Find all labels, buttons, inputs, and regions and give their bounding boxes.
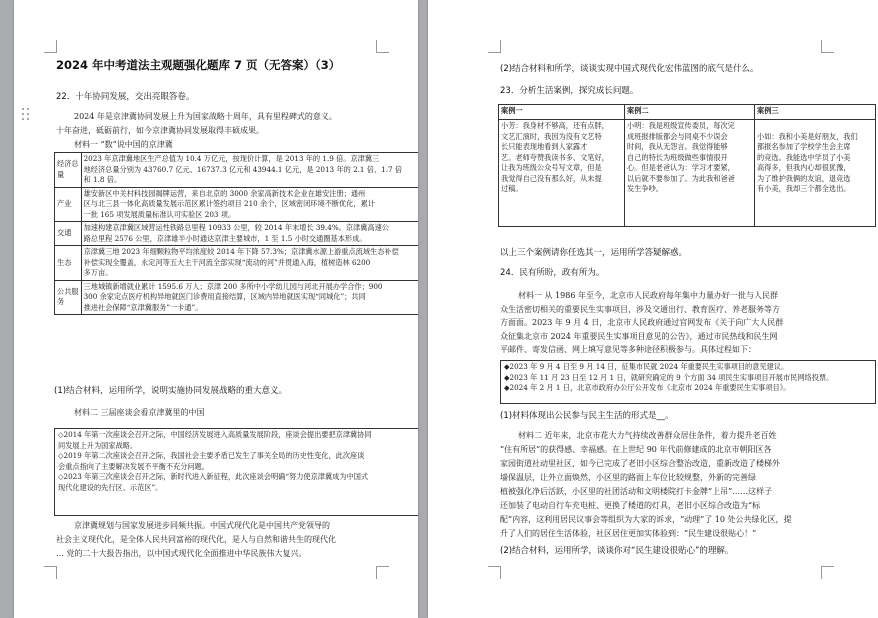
- question-22-part-2: (2)结合材料和所学，谈谈实现中国式现代化宏伟蓝图的底气是什么。: [500, 64, 759, 74]
- meeting-line: 同发展上升为国家战略。: [58, 440, 138, 450]
- crop-mark: [44, 566, 57, 579]
- row-label: [55, 153, 82, 188]
- table-row: [55, 222, 419, 246]
- case-line: 成班报排版都会与同桌不少误会: [627, 131, 728, 141]
- case-line: 小明：我是班级宣传委员，每次完: [627, 121, 735, 130]
- row-content: [81, 246, 418, 281]
- meeting-line: ◇2019 年第二次座谈会召开之际，我国社会主要矛盾已发生了事关全局的历史性变化，此次座谈: [58, 451, 365, 460]
- row-content-line: 路总里程 2576 公里，京津雄半小时通达京津主要城市，1 至 1.5 小时交通圈基本形成。: [83, 233, 367, 243]
- case-line: 心。但是老爸认为：学习才要紧，: [627, 163, 735, 172]
- row-content-line: 300 余家定点医疗机构异地就医门诊费用直接结算，区域内异地就医实现“同城化”；共同: [83, 292, 366, 301]
- question-22-part-1: (1)结合材料，运用所学，说明实施协同发展战略的重大意义。: [54, 386, 288, 396]
- material-1-title: 材料一 “数”说中国的京津冀: [74, 140, 173, 149]
- case-line: 长只能表现地看到人家露才: [501, 142, 588, 151]
- process-steps-box: [500, 360, 876, 404]
- paragraph-line: 材料一 从 1986 年至今，北京市人民政府每年集中力量办好一批与人民群: [518, 291, 778, 300]
- case-line: 让我为班级公众号写文章，但是: [501, 163, 602, 172]
- case-line: 有小美，我却三个都全选出。: [757, 184, 851, 193]
- case-line: 过稿。: [501, 184, 523, 193]
- meeting-line: ◇2023 年第三次座谈会召开之际，新时代进入新征程，此次座谈会明确“努力使京津冀成为中国式: [58, 472, 369, 481]
- row-label-text: 交通: [57, 228, 72, 238]
- case-line: 小如：我和小美是好朋友，我们: [757, 131, 858, 141]
- row-label: [55, 280, 82, 315]
- question-22-intro-line: 2024 年是京津冀协同发展上升为国家战略十周年，具有里程碑式的意义。: [74, 112, 337, 121]
- crop-mark: [376, 566, 389, 579]
- paragraph-line: 方面面。2023 年 9 月 4 日，北京市人民政府通过官网发布《关于向广大人民群: [500, 318, 784, 327]
- material-2-box: [54, 428, 418, 516]
- row-content-line: 地经济总量分别为 43760.7 亿元、16737.3 亿元和 43944.1 亿元，是 2013 年的 2.1 倍、1.7 倍: [83, 164, 403, 174]
- process-step: ◆2024 年 2 月 1 日，北京市政府办公厅公开发布《北京市 2024 年重要民生实事项目》。: [504, 383, 791, 392]
- document-page-left: [14, 0, 418, 618]
- case-line: 以后就不要参加了。为此我和爸爸: [627, 173, 735, 183]
- row-content: [81, 153, 418, 188]
- row-label: [55, 222, 82, 246]
- row-label: [55, 246, 82, 281]
- row-content-line: 京津冀三地 2023 年细颗粒物平均浓度较 2014 年下降 57.3%；京津冀水源上游重点流域生态补偿: [83, 247, 399, 256]
- paragraph-line: 还加装了电动自行车充电桩、更换了楼道的灯具，老旧小区综合改造为“标: [500, 501, 761, 510]
- table-header-row: [499, 105, 876, 120]
- table-row: [55, 187, 419, 222]
- row-content-line: 2023 年京津冀地区生产总值为 10.4 万亿元，按现价计算，是 2013 年的 1.9 倍。京津冀三: [83, 154, 380, 163]
- case-line: 都报名参加了学校学生会主席: [757, 142, 851, 151]
- crop-mark: [488, 40, 501, 53]
- paragraph-line: 墙保温层，让外立面焕然，小区里的路面上车位比较规整，外新的完善绿: [500, 473, 756, 482]
- case-content: [625, 120, 755, 227]
- case-line: 发生争吵。: [627, 184, 663, 193]
- row-content-line: 雄安新区中关村科技园揭牌运营，来自北京的 3000 余家高新技术企业在雄安注册；通州: [83, 188, 366, 198]
- row-content-line: 和 1.8 倍。: [83, 175, 122, 184]
- row-content-line: 补偿实现全覆盖，永定河等五大主干河流全部实现“流动的河”并贯通入海，植树造林 6200: [83, 257, 371, 267]
- row-content-line: 加速构建京津冀区域营运性铁路总里程 10933 公里，较 2014 年末增长 39.4%。京津冀高速公: [83, 223, 389, 232]
- case-line: 高得多，但我内心却很犹豫，: [757, 163, 851, 172]
- crop-mark: [376, 40, 389, 53]
- meeting-line: ◇2014 年第一次座谈会召开之际，中国经济发展进入高质量发展阶段，座谈会提出要把京津冀协同: [58, 430, 372, 439]
- drag-handle-icon[interactable]: [22, 108, 32, 122]
- document-page-right: [428, 0, 878, 618]
- row-content: [81, 187, 418, 222]
- case-line: 文艺汇演时，我因为没有文艺特: [501, 131, 602, 141]
- case-line: 自己的特长为班级做些事情很开: [627, 152, 728, 162]
- question-24-part-1: (1)材料体现出公民参与民主生活的形式是__。: [500, 411, 674, 421]
- question-22-intro-line: 十年奋进，砥砺前行，如今京津冀协同发展取得丰硕成果。: [56, 126, 264, 135]
- case-line: 艺。老师夸赞我读书多、文笔好，: [501, 152, 609, 162]
- paragraph-line: 家园街道社动里社区，如今已完成了老旧小区综合整治改造，重新改造了楼梯外: [500, 459, 780, 468]
- case-line: 小芳：我身材不够高，还有点胖，: [501, 121, 609, 130]
- row-label-text: 生态: [57, 257, 72, 267]
- case-line: 为了维护我俩的友谊，退竞选: [757, 173, 851, 183]
- crop-mark: [821, 566, 834, 579]
- paragraph-line: 众征集北京市 2024 年重要民生实事项目意见的公告》，通过市民热线和民生网: [500, 331, 778, 341]
- process-step: ◆2023 年 9 月 4 日至 9 月 14 日，征集市民就 2024 年重要民生实事项目的意见建议。: [504, 362, 789, 371]
- table-row: [55, 153, 419, 188]
- row-content-line: 区与北三县一体化高质量发展示范区累计签约项目 210 余个，区域密闭环境不断优化，累计: [83, 199, 375, 208]
- case-content: [755, 120, 876, 227]
- table-row: [499, 120, 876, 227]
- row-content-line: 多万亩。: [83, 268, 113, 277]
- meeting-line: 会重点指向了主要解决发展不平衡不充分问题。: [58, 461, 209, 471]
- paragraph-line: “住有所居”的获得感、幸福感。在上世纪 90 年代前修建成的北京市朝阳区各: [500, 445, 772, 454]
- paragraph-line: 配”内容，这利用居民议事会等组织为大家的诉求，“动理”了 10 处公共绿化区，提: [500, 515, 792, 524]
- paragraph-line: 材料二 近年来，北京市花大力气持续改善群众居住条件，着力提升老百姓: [518, 431, 777, 440]
- case-line: 我觉得自己没有那么好，从未提: [501, 173, 602, 183]
- paragraph-line: 升了人们的居住生活体验，社区居住更加实体验到：“民生建设很贴心！”: [500, 529, 757, 538]
- paragraph-line: 众生活密切相关的重要民生实事项目，涉及交通出行、教育医疗、养老服务等方: [500, 304, 780, 314]
- row-label-text: 经济总: [57, 159, 79, 169]
- case-line: [757, 121, 873, 132]
- row-label-text: 务: [57, 297, 65, 307]
- case-line: 的竞选。我能选中学员了小美: [757, 152, 851, 162]
- crop-mark: [821, 40, 834, 53]
- case-header: 案例三: [755, 105, 876, 120]
- row-content-line: 三地城镇新增就业累计 1595.6 万人；京津 200 多所中小学幼儿园与河北开展办学合作；900: [83, 281, 383, 291]
- row-label-text: 公共服: [57, 286, 79, 296]
- row-content: [81, 280, 418, 315]
- material-1-table: [54, 152, 418, 315]
- question-23-instruction: 以上三个案例请你任选其一，运用所学答疑解惑。: [500, 248, 688, 258]
- row-content-line: 推进社会保障“京津冀服务”一卡通”。: [83, 302, 203, 312]
- document-title: 2024 年中考道法主观题强化题库 7 页（无答案）（3）: [56, 58, 341, 72]
- case-header: 案例二: [625, 105, 755, 120]
- question-24-part-2: (2)结合材料，运用所学，谈谈你对“民生建设很贴心”的理解。: [500, 546, 734, 556]
- paragraph-line: 京津冀规划与国家发展进步同频共振。中国式现代化是中国共产党领导的: [74, 521, 330, 530]
- case-line: 时间，我从无怨言。我觉得能够: [627, 142, 728, 151]
- row-label-text: 量: [57, 169, 65, 179]
- row-label-text: 产业: [57, 199, 72, 208]
- crop-mark: [488, 566, 501, 579]
- question-23-heading: 23．分析生活案例，探究成长问题。: [500, 86, 639, 96]
- material-2-title: 材料二 三届座谈会看京津冀里的中国: [74, 408, 205, 417]
- paragraph-line: 植被强化净后活跃，小区里的社团活动和文明楼院打卡金牌“上吊”……这样子: [500, 487, 773, 496]
- paragraph-line: … 党的二十大报告指出，以中国式现代化全面推进中华民族伟大复兴。: [56, 549, 307, 558]
- row-content: [81, 222, 418, 246]
- meeting-line: 现代化建设的先行区、示范区”。: [58, 482, 163, 492]
- process-step: ◆2023 年 11 月 23 日至 12 月 1 日，就研究确定的 9 个方面 34 项民生实事项目开展市民网络投票。: [504, 372, 834, 382]
- paragraph-line: 平邮件、寄发信函、网上填写意见等多种途径积极参与。具体过程如下：: [500, 345, 756, 354]
- case-table: [498, 104, 876, 227]
- row-content-line: 一批 165 项发展质量标准认可实验区 203 项。: [83, 209, 236, 219]
- crop-mark: [44, 40, 57, 53]
- row-label: [55, 187, 82, 222]
- question-22-heading: 22．十年协同发展，交出亮眼答卷。: [56, 92, 195, 102]
- table-row: [55, 246, 419, 281]
- case-header: 案例一: [499, 105, 625, 120]
- table-row: [55, 280, 419, 315]
- case-content: [499, 120, 625, 227]
- paragraph-line: 社会主义现代化，是全体人民共同富裕的现代化，是人与自然和谐共生的现代化: [56, 535, 336, 544]
- question-24-heading: 24．民有所盼，政有所为。: [500, 268, 605, 278]
